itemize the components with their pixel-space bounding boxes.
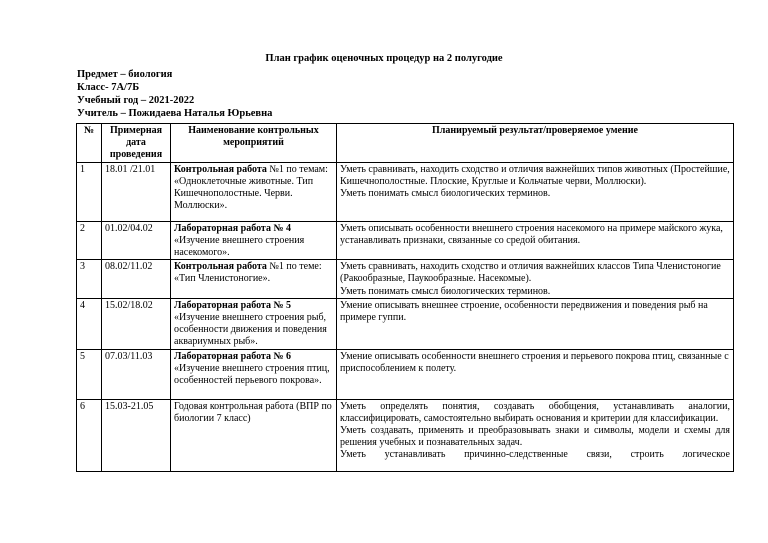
result-line: Умение описывать особенности внешнего строения и перьевого покрова птиц, связанные с приспособлением к полету. xyxy=(340,350,729,374)
row-date: 18.01 /21.01 xyxy=(102,162,171,221)
column-header-result: Планируемый результат/проверяемое умение xyxy=(337,124,734,163)
result-line: Уметь устанавливать причинно-следственные связи, строить логическое xyxy=(340,449,730,461)
row-date: 01.02/04.02 xyxy=(102,221,171,260)
row-result xyxy=(337,162,734,221)
row-result xyxy=(337,349,734,399)
page-title: План график оценочных процедур на 2 полугодие xyxy=(265,53,503,64)
class-line: Класс- 7А/7Б xyxy=(77,82,140,93)
row-number: 6 xyxy=(77,399,102,471)
event-type: Лабораторная работа № 5 xyxy=(174,299,292,311)
row-date: 15.03-21.05 xyxy=(102,399,171,471)
row-event xyxy=(171,221,337,260)
event-type: Лабораторная работа № 6 xyxy=(174,350,292,362)
table-row xyxy=(77,221,734,260)
table-row xyxy=(77,399,734,471)
event-description: «Изучение внешнего строения насекомого». xyxy=(174,234,305,259)
event-type: Контрольная работа xyxy=(174,261,267,273)
result-line: Уметь сравнивать, находить сходство и отличия важнейших классов Типа Членистоногие (Ракообразные, Паукообразные. Насекомые). xyxy=(340,261,721,285)
row-event xyxy=(171,349,337,399)
table-row xyxy=(77,260,734,299)
row-event xyxy=(171,399,337,471)
event-description: №1 по темам: «Одноклеточные животные. Тип Кишечнополостные. Черви. Моллюски». xyxy=(174,163,328,212)
row-event xyxy=(171,260,337,299)
event-type: Лабораторная работа № 4 xyxy=(174,222,292,234)
row-date: 15.02/18.02 xyxy=(102,298,171,349)
row-number: 2 xyxy=(77,221,102,260)
table-row xyxy=(77,298,734,349)
subject-line: Предмет – биология xyxy=(77,69,173,80)
event-description: №1 по теме: «Тип Членистоногие». xyxy=(174,261,322,285)
table-header-row xyxy=(77,124,734,163)
event-description: Годовая контрольная работа (ВПР по биологии 7 класс) xyxy=(174,400,332,424)
result-line: Уметь описывать особенности внешнего строения насекомого на примере майского жука, устанавливать признаки, связанные со средой обитания. xyxy=(340,222,723,246)
row-number: 3 xyxy=(77,260,102,299)
event-description: «Изучение внешнего строения птиц, особенностей перьевого покрова». xyxy=(174,362,330,387)
row-number: 1 xyxy=(77,162,102,221)
column-header-date: Примерная дата проведения xyxy=(102,124,171,163)
result-line: Уметь создавать, применять и преобразовывать знаки и символы, модели и схемы для решения учебных и познавательных задач. xyxy=(340,425,730,449)
row-date: 07.03/11.03 xyxy=(102,349,171,399)
assessment-plan-table xyxy=(76,123,734,472)
event-type: Контрольная работа xyxy=(174,163,267,175)
row-date: 08.02/11.02 xyxy=(102,260,171,299)
row-event xyxy=(171,298,337,349)
row-result xyxy=(337,399,734,471)
row-result xyxy=(337,221,734,260)
row-number: 5 xyxy=(77,349,102,399)
table-row xyxy=(77,162,734,221)
teacher-line: Учитель – Пожидаева Наталья Юрьевна xyxy=(77,108,273,119)
result-line: Умение описывать внешнее строение, особенности передвижения и поведения рыб на примере гуппи. xyxy=(340,299,708,324)
row-result xyxy=(337,298,734,349)
year-line: Учебный год – 2021-2022 xyxy=(77,95,195,106)
result-line: Уметь понимать смысл биологических терминов. xyxy=(340,188,551,200)
result-line: Уметь понимать смысл биологических терминов. xyxy=(340,285,551,297)
row-number: 4 xyxy=(77,298,102,349)
event-description: «Изучение внешнего строения рыб, особенности движения и поведения аквариумных рыб». xyxy=(174,312,327,348)
result-line: Уметь определять понятия, создавать обобщения, устанавливать аналогии, классифицировать, самостоятельно выбирать основания и критерии для классификации. xyxy=(340,400,730,424)
column-header-event: Наименование контрольных мероприятий xyxy=(171,124,337,163)
table-row xyxy=(77,349,734,399)
document-meta xyxy=(77,68,272,120)
row-event xyxy=(171,162,337,221)
column-header-number: № xyxy=(77,124,102,163)
row-result xyxy=(337,260,734,299)
result-line: Уметь сравнивать, находить сходство и отличия важнейших типов животных (Простейшие, Кишечнополостные. Плоские, Круглые и Кольчатые черви, Моллюски). xyxy=(340,163,730,187)
